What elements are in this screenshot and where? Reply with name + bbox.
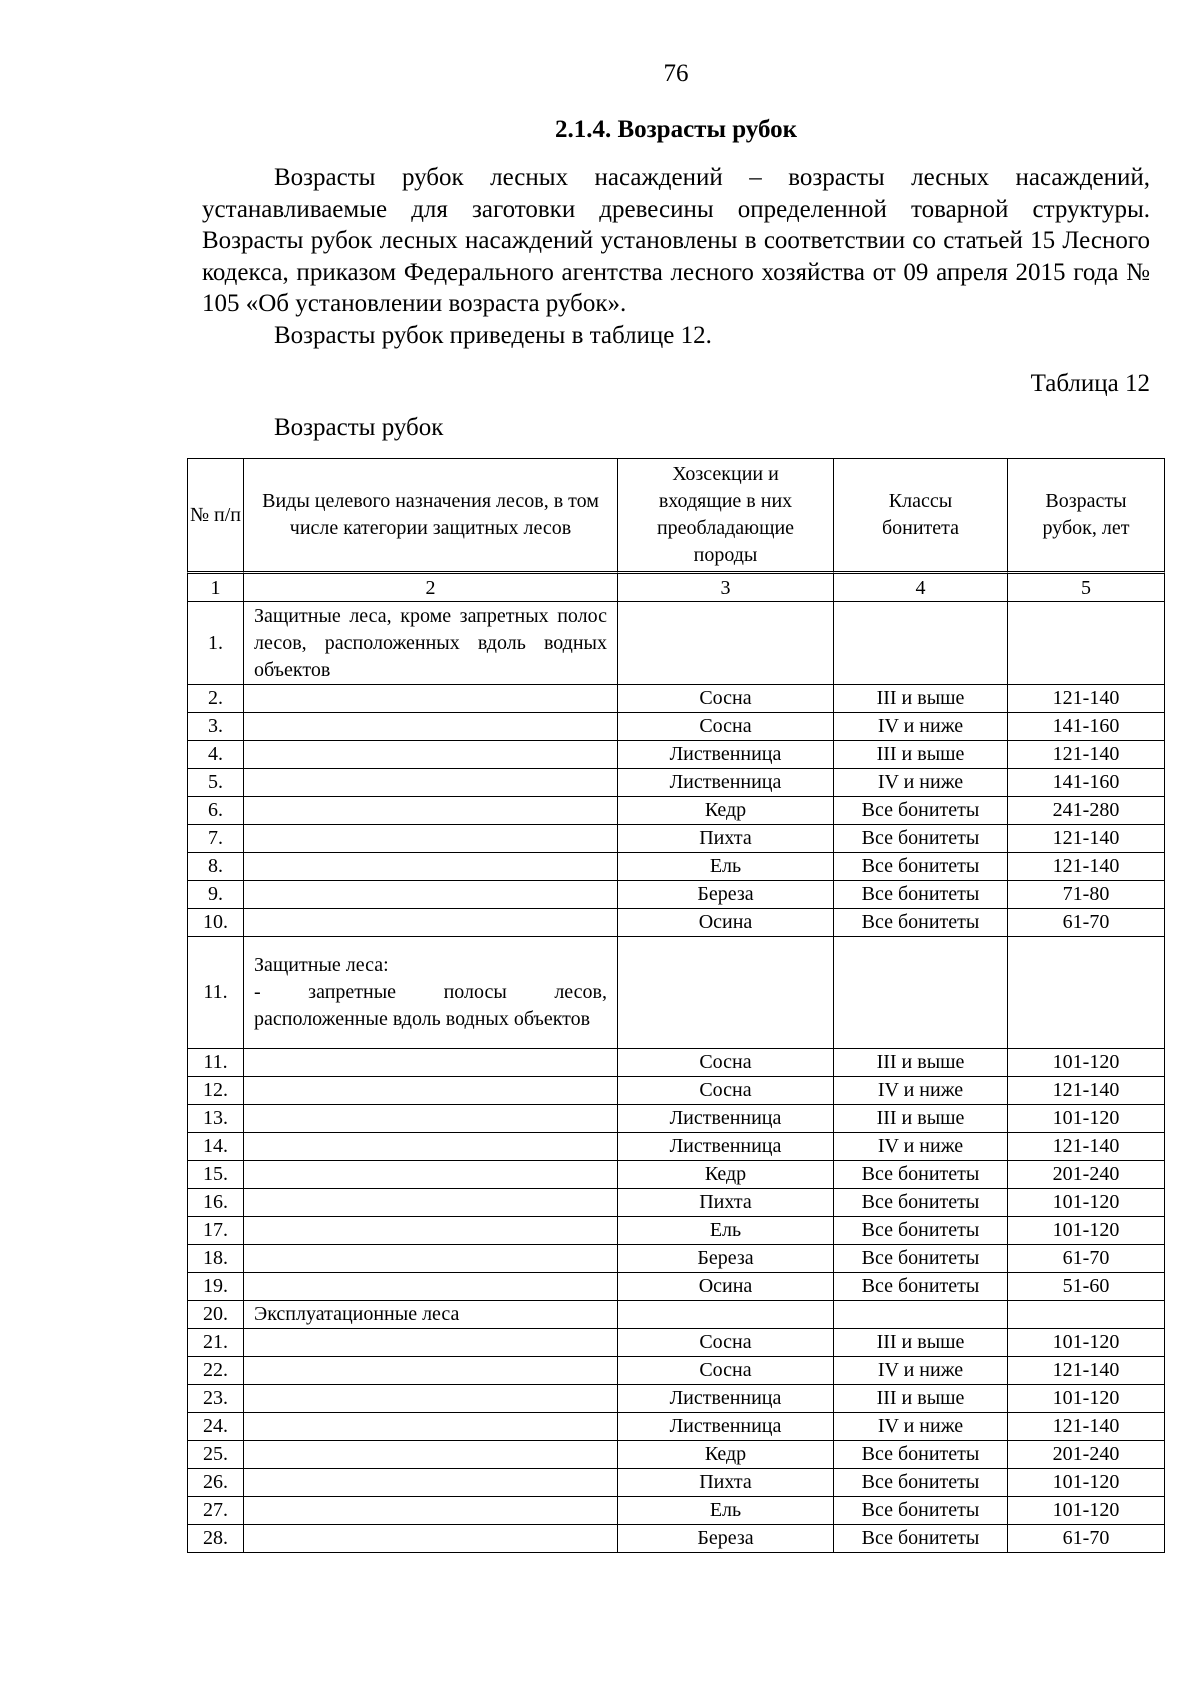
- species-cell: [618, 602, 834, 685]
- forest-type-cell: [244, 1357, 618, 1385]
- site-class-cell: Все бонитеты: [834, 1469, 1008, 1497]
- site-class-cell: Все бонитеты: [834, 1525, 1008, 1553]
- table-row: [187, 1189, 1165, 1217]
- cutting-age-cell: 101-120: [1008, 1189, 1165, 1217]
- species-cell: Береза: [618, 1525, 834, 1553]
- cutting-age-cell: 121-140: [1008, 1357, 1165, 1385]
- cutting-age-cell: 121-140: [1008, 825, 1165, 853]
- species-cell: Береза: [618, 881, 834, 909]
- site-class-cell: Все бонитеты: [834, 1161, 1008, 1189]
- site-class-cell: Все бонитеты: [834, 1497, 1008, 1525]
- species-cell: Береза: [618, 1245, 834, 1273]
- species-cell: Ель: [618, 1497, 834, 1525]
- cutting-age-cell: 101-120: [1008, 1385, 1165, 1413]
- row-number: 15.: [187, 1161, 244, 1189]
- site-class-cell: Все бонитеты: [834, 1441, 1008, 1469]
- table-row: [187, 1357, 1165, 1385]
- forest-type-cell: [244, 825, 618, 853]
- species-cell: Ель: [618, 1217, 834, 1245]
- forest-type-cell: [244, 853, 618, 881]
- site-class-cell: Все бонитеты: [834, 1273, 1008, 1301]
- species-cell: Осина: [618, 1273, 834, 1301]
- row-number: 1.: [187, 602, 244, 685]
- cutting-age-cell: 241-280: [1008, 797, 1165, 825]
- table-row: [187, 1441, 1165, 1469]
- header-site-class: Классы бонитета: [834, 458, 1008, 574]
- table-row: [187, 909, 1165, 937]
- species-cell: Пихта: [618, 1469, 834, 1497]
- cutting-age-cell: [1008, 937, 1165, 1049]
- cutting-age-cell: 201-240: [1008, 1441, 1165, 1469]
- table-row: [187, 1525, 1165, 1553]
- forest-type-cell: [244, 685, 618, 713]
- species-cell: Сосна: [618, 1049, 834, 1077]
- cutting-age-cell: 101-120: [1008, 1469, 1165, 1497]
- row-number: 26.: [187, 1469, 244, 1497]
- forest-type-cell: [244, 1441, 618, 1469]
- table-row: [187, 713, 1165, 741]
- site-class-cell: IV и ниже: [834, 1077, 1008, 1105]
- species-cell: Лиственница: [618, 1105, 834, 1133]
- table-row: [187, 797, 1165, 825]
- row-number: 7.: [187, 825, 244, 853]
- forest-type-cell: [244, 909, 618, 937]
- forest-type-cell: [244, 741, 618, 769]
- species-cell: Кедр: [618, 1161, 834, 1189]
- cutting-age-cell: 51-60: [1008, 1273, 1165, 1301]
- row-number: 11.: [187, 1049, 244, 1077]
- table-caption: Таблица 12: [1030, 370, 1150, 397]
- cutting-age-cell: [1008, 1301, 1165, 1329]
- row-number: 16.: [187, 1189, 244, 1217]
- row-number: 28.: [187, 1525, 244, 1553]
- species-cell: [618, 1301, 834, 1329]
- table-row: [187, 1273, 1165, 1301]
- site-class-cell: [834, 937, 1008, 1049]
- forest-type-cell: [244, 1161, 618, 1189]
- species-cell: Кедр: [618, 797, 834, 825]
- cutting-age-cell: 121-140: [1008, 1077, 1165, 1105]
- site-class-cell: Все бонитеты: [834, 1189, 1008, 1217]
- species-cell: Пихта: [618, 1189, 834, 1217]
- cutting-ages-table: [187, 458, 1165, 1553]
- cutting-age-cell: 101-120: [1008, 1217, 1165, 1245]
- site-class-cell: Все бонитеты: [834, 1245, 1008, 1273]
- forest-type-cell: [244, 1497, 618, 1525]
- table-row: [187, 1469, 1165, 1497]
- row-number: 6.: [187, 797, 244, 825]
- site-class-cell: III и выше: [834, 741, 1008, 769]
- site-class-cell: [834, 1301, 1008, 1329]
- cutting-age-cell: [1008, 602, 1165, 685]
- site-class-cell: Все бонитеты: [834, 881, 1008, 909]
- cutting-age-cell: 61-70: [1008, 1245, 1165, 1273]
- table-row: [187, 769, 1165, 797]
- row-number: 17.: [187, 1217, 244, 1245]
- row-number: 11.: [187, 937, 244, 1049]
- body-text: [202, 162, 1150, 352]
- table-row: [187, 1245, 1165, 1273]
- species-cell: Кедр: [618, 1441, 834, 1469]
- forest-type-cell: [244, 1077, 618, 1105]
- row-number: 12.: [187, 1077, 244, 1105]
- forest-type-cell: [244, 1245, 618, 1273]
- cutting-age-cell: 71-80: [1008, 881, 1165, 909]
- species-cell: [618, 937, 834, 1049]
- table-row: [187, 1049, 1165, 1077]
- forest-type-cell: [244, 881, 618, 909]
- species-cell: Сосна: [618, 685, 834, 713]
- section-title: 2.1.4. Возрасты рубок: [554, 116, 798, 143]
- forest-type-cell: [244, 1273, 618, 1301]
- table-row: [187, 602, 1165, 685]
- species-cell: Лиственница: [618, 1385, 834, 1413]
- column-number: 5: [1008, 574, 1165, 602]
- site-class-cell: IV и ниже: [834, 1357, 1008, 1385]
- table-row: [187, 685, 1165, 713]
- forest-type-cell: [244, 1049, 618, 1077]
- forest-type-cell: Эксплуатационные леса: [244, 1301, 618, 1329]
- forest-type-cell: [244, 713, 618, 741]
- row-number: 22.: [187, 1357, 244, 1385]
- row-number: 5.: [187, 769, 244, 797]
- table-row: [187, 1077, 1165, 1105]
- column-number: 3: [618, 574, 834, 602]
- species-cell: Сосна: [618, 1077, 834, 1105]
- species-cell: Сосна: [618, 1329, 834, 1357]
- forest-type-cell: [244, 1525, 618, 1553]
- site-class-cell: III и выше: [834, 1385, 1008, 1413]
- site-class-cell: Все бонитеты: [834, 909, 1008, 937]
- site-class-cell: III и выше: [834, 1105, 1008, 1133]
- row-number: 20.: [187, 1301, 244, 1329]
- cutting-age-cell: 121-140: [1008, 853, 1165, 881]
- cutting-age-cell: 101-120: [1008, 1497, 1165, 1525]
- table-row: [187, 1497, 1165, 1525]
- table-row: [187, 1217, 1165, 1245]
- table-row: [187, 741, 1165, 769]
- site-class-cell: III и выше: [834, 1049, 1008, 1077]
- table-row: [187, 1161, 1165, 1189]
- header-forest-type: Виды целевого назначения лесов, в том числе категории защитных лесов: [244, 458, 618, 574]
- species-cell: Ель: [618, 853, 834, 881]
- site-class-cell: III и выше: [834, 685, 1008, 713]
- table-row: [187, 1329, 1165, 1357]
- table-title: Возрасты рубок: [274, 414, 444, 441]
- row-number: 8.: [187, 853, 244, 881]
- cutting-age-cell: 61-70: [1008, 1525, 1165, 1553]
- species-cell: Сосна: [618, 1357, 834, 1385]
- paragraph: Возрасты рубок лесных насаждений – возрасты лесных насаждений, устанавливаемые для заготовки древесины определенной товарной структуры. Возрасты рубок лесных насаждений установлены в соответствии со статьей 15 Лесного кодекса, приказом Федерального агентства лесного хозяйства от 09 апреля 2015 года № 105 «Об установлении возраста рубок».: [202, 164, 1150, 318]
- header-number: № п/п: [187, 458, 244, 574]
- row-number: 4.: [187, 741, 244, 769]
- page-number: 76: [663, 60, 689, 87]
- forest-type-cell: [244, 1329, 618, 1357]
- table-row: [187, 1105, 1165, 1133]
- cutting-age-cell: 101-120: [1008, 1049, 1165, 1077]
- row-number: 23.: [187, 1385, 244, 1413]
- species-cell: Лиственница: [618, 769, 834, 797]
- cutting-age-cell: 121-140: [1008, 685, 1165, 713]
- cutting-age-cell: 121-140: [1008, 741, 1165, 769]
- row-number: 19.: [187, 1273, 244, 1301]
- header-cutting-age: Возрасты рубок, лет: [1008, 458, 1165, 574]
- forest-type-cell: [244, 1133, 618, 1161]
- table-header-row: [187, 458, 1165, 574]
- row-number: 24.: [187, 1413, 244, 1441]
- site-class-cell: IV и ниже: [834, 713, 1008, 741]
- table-row: [187, 1301, 1165, 1329]
- row-number: 14.: [187, 1133, 244, 1161]
- paragraph: Возрасты рубок приведены в таблице 12.: [274, 321, 712, 349]
- site-class-cell: Все бонитеты: [834, 853, 1008, 881]
- row-number: 25.: [187, 1441, 244, 1469]
- forest-type-cell: [244, 1413, 618, 1441]
- site-class-cell: Все бонитеты: [834, 1217, 1008, 1245]
- species-cell: Лиственница: [618, 741, 834, 769]
- site-class-cell: Все бонитеты: [834, 797, 1008, 825]
- cutting-age-cell: 201-240: [1008, 1161, 1165, 1189]
- site-class-cell: IV и ниже: [834, 1133, 1008, 1161]
- cutting-age-cell: 141-160: [1008, 713, 1165, 741]
- cutting-age-cell: 141-160: [1008, 769, 1165, 797]
- row-number: 27.: [187, 1497, 244, 1525]
- table-row: [187, 1413, 1165, 1441]
- table-row: [187, 937, 1165, 1049]
- table-row: [187, 1133, 1165, 1161]
- forest-type-cell: [244, 1105, 618, 1133]
- site-class-cell: III и выше: [834, 1329, 1008, 1357]
- row-number: 3.: [187, 713, 244, 741]
- forest-type-cell: [244, 1189, 618, 1217]
- cutting-age-cell: 101-120: [1008, 1329, 1165, 1357]
- site-class-cell: IV и ниже: [834, 1413, 1008, 1441]
- row-number: 21.: [187, 1329, 244, 1357]
- forest-type-cell: [244, 1217, 618, 1245]
- forest-type-cell: Защитные леса, кроме запретных полос лесов, расположенных вдоль водных объектов: [244, 602, 618, 685]
- site-class-cell: IV и ниже: [834, 769, 1008, 797]
- table-row: [187, 853, 1165, 881]
- row-number: 13.: [187, 1105, 244, 1133]
- forest-type-cell: [244, 1385, 618, 1413]
- species-cell: Лиственница: [618, 1133, 834, 1161]
- table-row: [187, 881, 1165, 909]
- forest-type-cell: [244, 769, 618, 797]
- column-number-row: [187, 574, 1165, 602]
- table-row: [187, 825, 1165, 853]
- species-cell: Пихта: [618, 825, 834, 853]
- site-class-cell: [834, 602, 1008, 685]
- column-number: 4: [834, 574, 1008, 602]
- species-cell: Осина: [618, 909, 834, 937]
- row-number: 2.: [187, 685, 244, 713]
- cutting-age-cell: 61-70: [1008, 909, 1165, 937]
- column-number: 2: [244, 574, 618, 602]
- forest-type-cell: [244, 797, 618, 825]
- forest-type-cell: Защитные леса: - запретные полосы лесов, расположенные вдоль водных объектов: [244, 937, 618, 1049]
- row-number: 10.: [187, 909, 244, 937]
- cutting-age-cell: 121-140: [1008, 1413, 1165, 1441]
- row-number: 9.: [187, 881, 244, 909]
- species-cell: Лиственница: [618, 1413, 834, 1441]
- table-row: [187, 1385, 1165, 1413]
- column-number: 1: [187, 574, 244, 602]
- cutting-age-cell: 101-120: [1008, 1105, 1165, 1133]
- forest-type-cell: [244, 1469, 618, 1497]
- header-species: Хозсекции и входящие в них преобладающие породы: [618, 458, 834, 574]
- row-number: 18.: [187, 1245, 244, 1273]
- site-class-cell: Все бонитеты: [834, 825, 1008, 853]
- cutting-age-cell: 121-140: [1008, 1133, 1165, 1161]
- species-cell: Сосна: [618, 713, 834, 741]
